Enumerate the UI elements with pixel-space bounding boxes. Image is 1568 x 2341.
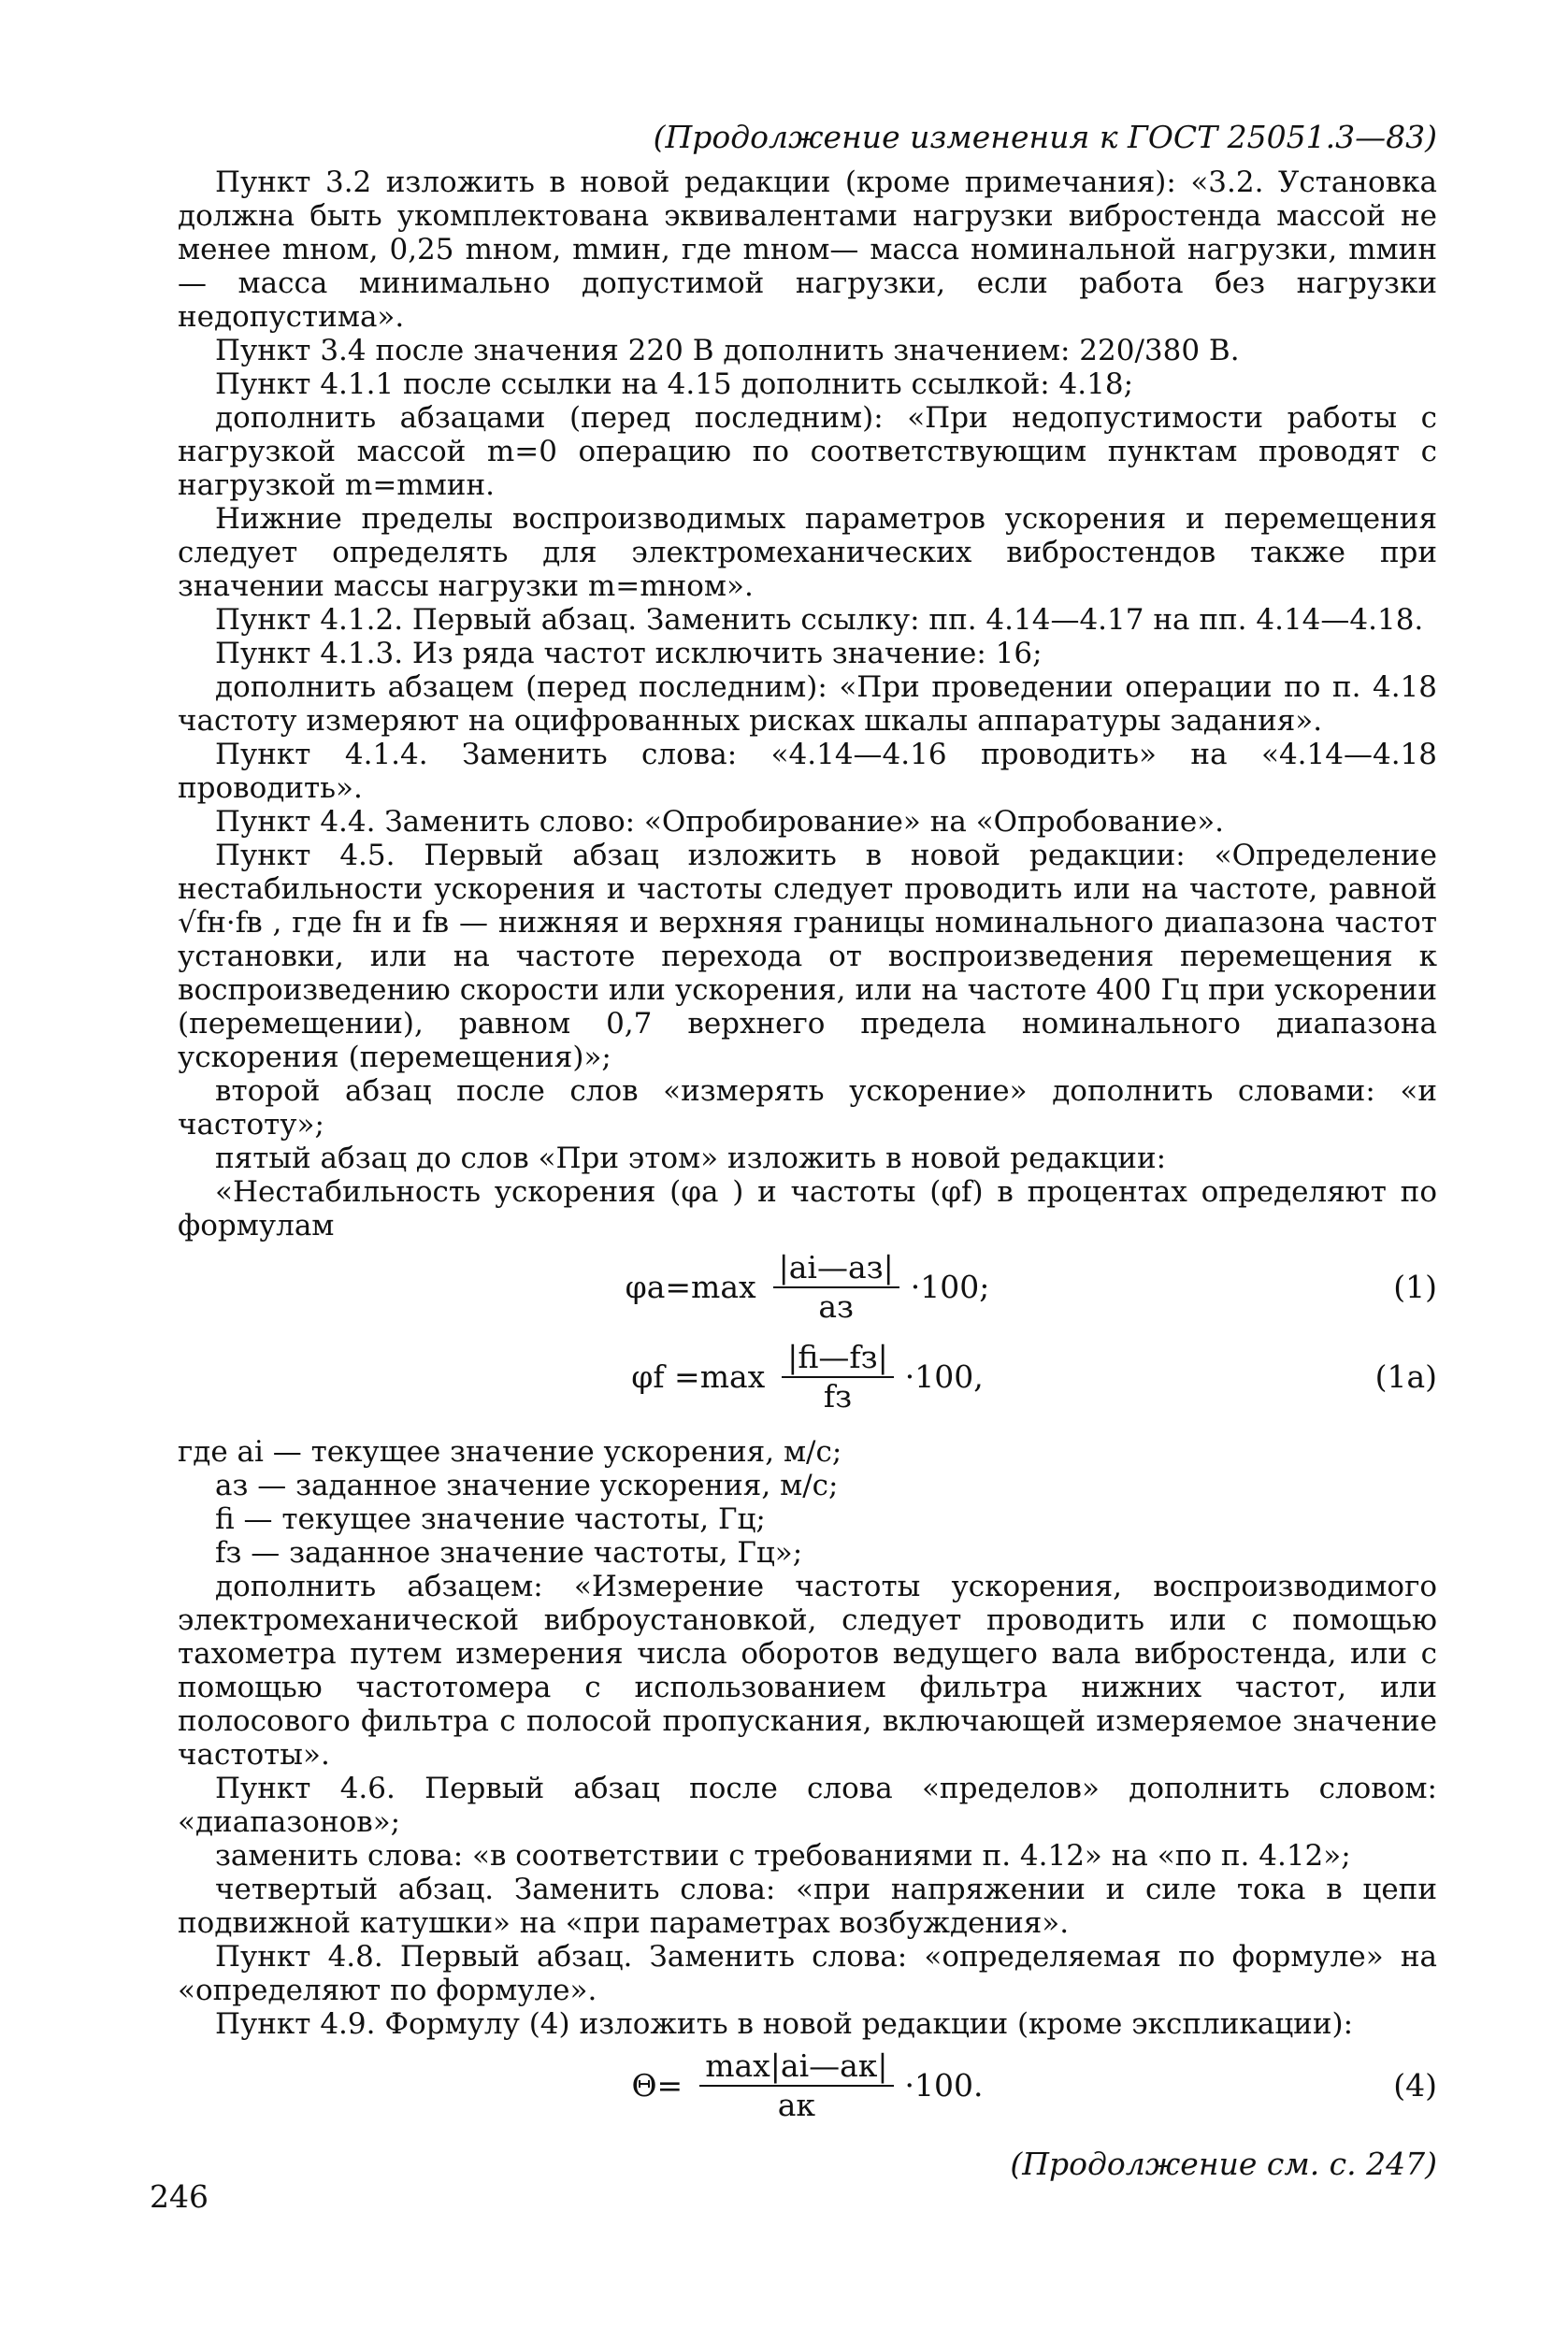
paragraph: дополнить абзацем (перед последним): «При проведении операции по п. 4.18 частоту измеряют на оцифрованных рисках шкалы аппаратуры задания».	[178, 670, 1437, 738]
paragraph: «Нестабильность ускорения (φa ) и частоты (φf) в процентах определяют по формулам	[178, 1175, 1437, 1242]
paragraph: Пункт 4.5. Первый абзац изложить в новой редакции: «Определение нестабильности ускорения и частоты следует проводить или на частоте, равной √fн·fв , где fн и fв — нижняя и верхняя границы номинального диапазона частот установки, или на частоте перехода от воспроизведения перемещения к воспроизведению скорости или ускорения, или на частоте 400 Гц при ускорении (перемещении), равном 0,7 верхнего предела номинального диапазона ускорения (перемещения)»;	[178, 839, 1437, 1074]
paragraph: пятый абзац до слов «При этом» изложить в новой редакции:	[215, 1142, 1167, 1175]
definition-item: fз — заданное значение частоты, Гц»;	[215, 1536, 803, 1570]
fraction-numerator: max|ai—aк|	[699, 2049, 893, 2087]
body-text	[178, 165, 1437, 2131]
paragraph: Пункт 4.1.2. Первый абзац. Заменить ссылку: пп. 4.14—4.17 на пп. 4.14—4.18.	[215, 603, 1424, 637]
paragraph: Пункт 4.9. Формулу (4) изложить в новой редакции (кроме экспликации):	[215, 2007, 1354, 2041]
paragraph: дополнить абзацем: «Измерение частоты ускорения, воспроизводимого электромеханической виброустановкой, следует проводить или с помощью тахометра путем измерения числа оборотов ведущего вала вибростенда, или с помощью частотомера с использованием фильтра нижних частот, или полосового фильтра с полосой пропускания, включающей измеряемое значение частоты».	[178, 1570, 1437, 1772]
paragraph: четвертый абзац. Заменить слова: «при напряжении и силе тока в цепи подвижной катушки» на «при параметрах возбуждения».	[178, 1873, 1437, 1940]
fraction-denominator: aк	[777, 2087, 816, 2123]
formula-tail: ·100.	[904, 2067, 984, 2104]
formula-4	[178, 2041, 1437, 2131]
paragraph: Пункт 4.8. Первый абзац. Заменить слова: «определяемая по формуле» на «определяют по формуле».	[178, 1940, 1437, 2007]
continuation-footer: (Продолжение см. с. 247)	[1010, 2146, 1437, 2182]
paragraph: Пункт 4.6. Первый абзац после слова «пределов» дополнить словом: «диапазонов»;	[178, 1772, 1437, 1839]
definition-item: где ai — текущее значение ускорения, м/с;	[178, 1435, 842, 1469]
fraction-denominator: fз	[823, 1378, 853, 1415]
page-number: 246	[150, 2178, 209, 2215]
formula-number: (1)	[1393, 1269, 1437, 1305]
paragraph: Пункт 3.4 после значения 220 В дополнить значением: 220/380 В.	[215, 334, 1240, 367]
formula-1a	[178, 1332, 1437, 1422]
paragraph: Пункт 4.1.3. Из ряда частот исключить значение: 16;	[215, 637, 1043, 670]
formula-lhs: Θ=	[631, 2067, 683, 2104]
formula-number: (1a)	[1374, 1358, 1437, 1395]
paragraph: Пункт 4.4. Заменить слово: «Опробирование» на «Опробование».	[215, 805, 1225, 839]
formula-lhs: φa=max	[625, 1269, 756, 1305]
continuation-header: (Продолжение изменения к ГОСТ 25051.3—83)	[653, 119, 1437, 155]
fraction	[773, 1251, 899, 1324]
fraction	[699, 2049, 893, 2122]
paragraph: дополнить абзацами (перед последним): «При недопустимости работы с нагрузкой массой m=0 операцию по соответствующим пунктам проводят с нагрузкой m=mмин.	[178, 401, 1437, 502]
definition-item: fi — текущее значение частоты, Гц;	[215, 1502, 766, 1536]
definition-item: aз — заданное значение ускорения, м/с;	[215, 1469, 839, 1502]
formula-number: (4)	[1393, 2067, 1437, 2104]
fraction-denominator: aз	[818, 1288, 855, 1325]
paragraph: Нижние пределы воспроизводимых параметров ускорения и перемещения следует определять для электромеханических вибростендов также при значении массы нагрузки m=mном».	[178, 502, 1437, 603]
formula-tail: ·100,	[904, 1358, 984, 1395]
paragraph: заменить слова: «в соответствии с требованиями п. 4.12» на «по п. 4.12»;	[215, 1839, 1351, 1873]
paragraph: Пункт 4.1.4. Заменить слова: «4.14—4.16 проводить» на «4.14—4.18 проводить».	[178, 738, 1437, 805]
fraction-numerator: |ai—aз|	[773, 1251, 899, 1288]
formula-lhs: φf =max	[631, 1358, 766, 1395]
formula-1	[178, 1242, 1437, 1332]
paragraph: Пункт 4.1.1 после ссылки на 4.15 дополнить ссылкой: 4.18;	[215, 367, 1134, 401]
paragraph: Пункт 3.2 изложить в новой редакции (кроме примечания): «3.2. Установка должна быть укомплектована эквивалентами нагрузки вибростенда массой не менее mном, 0,25 mном, mмин, где mном— масса номинальной нагрузки, mмин — масса минимально допустимой нагрузки, если работа без нагрузки недопустима».	[178, 165, 1437, 334]
paragraph: второй абзац после слов «измерять ускорение» дополнить словами: «и частоту»;	[178, 1074, 1437, 1142]
fraction-numerator: |fi—fз|	[782, 1341, 893, 1378]
formula-tail: ·100;	[910, 1269, 990, 1305]
definitions-list	[178, 1435, 1437, 1570]
fraction	[782, 1341, 893, 1414]
